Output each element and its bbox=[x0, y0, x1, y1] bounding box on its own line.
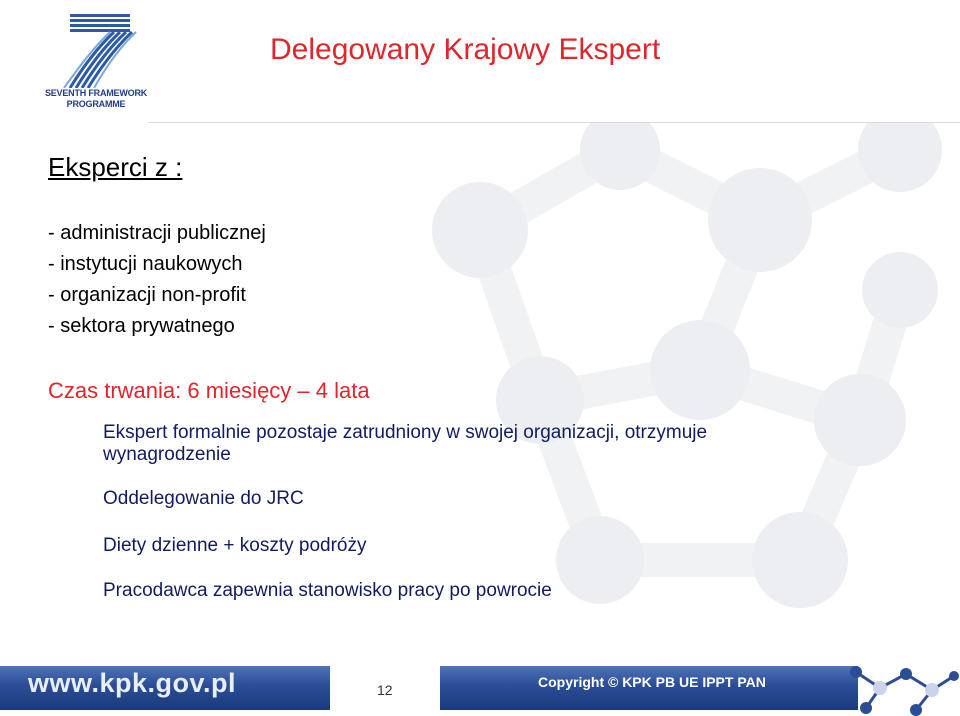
page-number: 12 bbox=[377, 682, 393, 698]
detail-item: Ekspert formalnie pozostaje zatrudniony w swojej organizacji, otrzymuje bbox=[103, 422, 708, 443]
molecule-network-icon bbox=[836, 660, 960, 716]
slide-header bbox=[0, 0, 960, 123]
duration-line: Czas trwania: 6 miesięcy – 4 lata bbox=[48, 378, 370, 403]
detail-item: Oddelegowanie do JRC bbox=[103, 488, 304, 509]
list-item: - sektora prywatnego bbox=[48, 315, 235, 337]
copyright-text: Copyright © KPK PB UE IPPT PAN bbox=[538, 674, 766, 690]
list-item: - administracji publicznej bbox=[48, 222, 266, 244]
header-divider bbox=[148, 122, 960, 123]
detail-item-continuation: wynagrodzenie bbox=[103, 444, 231, 465]
slide-footer bbox=[0, 660, 960, 716]
logo-line1: SEVENTH FRAMEWORK bbox=[44, 88, 148, 98]
page-title: Delegowany Krajowy Ekspert bbox=[270, 33, 661, 66]
footer-url-link[interactable]: www.kpk.gov.pl bbox=[28, 668, 237, 698]
detail-item: Pracodawca zapewnia stanowisko pracy po powrocie bbox=[103, 580, 552, 601]
list-item: - organizacji non-profit bbox=[48, 284, 246, 306]
detail-item: Diety dzienne + koszty podróży bbox=[103, 535, 367, 556]
list-item: - instytucji naukowych bbox=[48, 253, 243, 275]
logo-line2: PROGRAMME bbox=[66, 99, 126, 109]
fp7-seven-icon bbox=[40, 12, 152, 88]
fp7-logo bbox=[40, 12, 152, 112]
section-heading: Eksperci z : bbox=[48, 152, 183, 182]
